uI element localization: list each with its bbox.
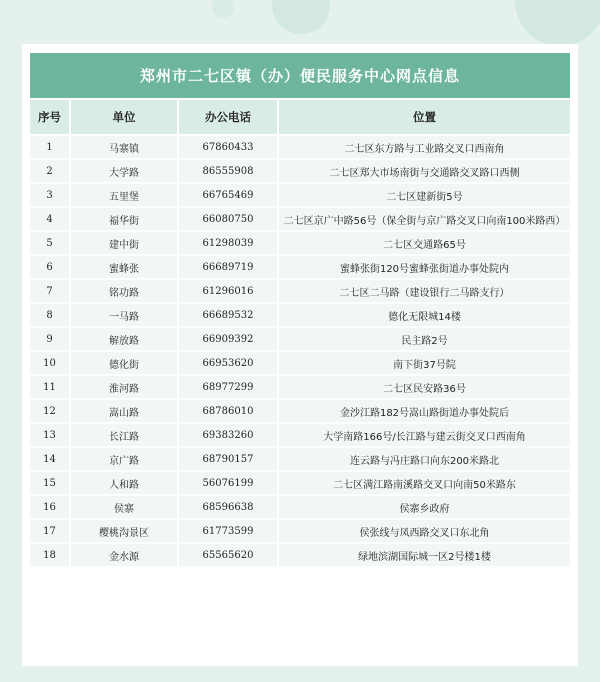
table-body [30, 136, 570, 566]
row-phone: 67860433 [179, 136, 279, 158]
row-unit: 樱桃沟景区 [71, 520, 179, 542]
row-unit: 京广路 [71, 448, 179, 470]
row-location: 二七区交通路65号 [279, 232, 570, 254]
row-phone: 68786010 [179, 400, 279, 422]
row-unit: 长江路 [71, 424, 179, 446]
row-location: 侯寨乡政府 [279, 496, 570, 518]
row-phone: 61773599 [179, 520, 279, 542]
row-location: 二七区东方路与工业路交叉口西南角 [279, 136, 570, 158]
row-location: 侯张线与凤西路交叉口东北角 [279, 520, 570, 542]
table-row [30, 328, 570, 350]
table-row [30, 376, 570, 398]
row-seq: 15 [30, 472, 71, 494]
table-row [30, 232, 570, 254]
row-location: 二七区郑大市场南街与交通路交叉路口西侧 [279, 160, 570, 182]
row-seq: 14 [30, 448, 71, 470]
row-seq: 9 [30, 328, 71, 350]
service-center-table [30, 98, 570, 568]
row-location: 南下街37号院 [279, 352, 570, 374]
row-phone: 66909392 [179, 328, 279, 350]
row-seq: 8 [30, 304, 71, 326]
row-unit: 嵩山路 [71, 400, 179, 422]
row-seq: 2 [30, 160, 71, 182]
row-seq: 12 [30, 400, 71, 422]
row-unit: 福华街 [71, 208, 179, 230]
table-row [30, 280, 570, 302]
table-row [30, 448, 570, 470]
row-seq: 13 [30, 424, 71, 446]
row-seq: 17 [30, 520, 71, 542]
row-unit: 德化街 [71, 352, 179, 374]
header-unit: 单位 [71, 100, 179, 134]
table-row [30, 520, 570, 542]
row-unit: 侯寨 [71, 496, 179, 518]
row-phone: 61298039 [179, 232, 279, 254]
row-unit: 大学路 [71, 160, 179, 182]
row-location: 蜜蜂张街120号蜜蜂张街道办事处院内 [279, 256, 570, 278]
table-row [30, 424, 570, 446]
row-unit: 人和路 [71, 472, 179, 494]
row-phone: 56076199 [179, 472, 279, 494]
row-seq: 10 [30, 352, 71, 374]
row-seq: 6 [30, 256, 71, 278]
table-header-row [30, 100, 570, 134]
table-title: 郑州市二七区镇（办）便民服务中心网点信息 [30, 53, 570, 98]
row-seq: 5 [30, 232, 71, 254]
table-row [30, 472, 570, 494]
row-phone: 65565620 [179, 544, 279, 566]
table-row [30, 496, 570, 518]
table-row [30, 304, 570, 326]
table-row [30, 208, 570, 230]
header-phone: 办公电话 [179, 100, 279, 134]
row-phone: 86555908 [179, 160, 279, 182]
row-unit: 淮河路 [71, 376, 179, 398]
table-row [30, 352, 570, 374]
table-row [30, 160, 570, 182]
row-unit: 五里堡 [71, 184, 179, 206]
header-seq: 序号 [30, 100, 71, 134]
row-phone: 68596638 [179, 496, 279, 518]
row-location: 二七区建新街5号 [279, 184, 570, 206]
decorative-bubble [272, 0, 330, 34]
row-seq: 16 [30, 496, 71, 518]
row-location: 二七区满江路南溪路交叉口向南50米路东 [279, 472, 570, 494]
row-location: 连云路与冯庄路口向东200米路北 [279, 448, 570, 470]
table-row [30, 256, 570, 278]
row-seq: 18 [30, 544, 71, 566]
row-unit: 马寨镇 [71, 136, 179, 158]
row-unit: 铭功路 [71, 280, 179, 302]
row-location: 二七区京广中路56号（保全街与京广路交叉口向南100米路西） [279, 208, 570, 230]
row-location: 德化无限城14楼 [279, 304, 570, 326]
row-location: 二七区二马路（建设银行二马路支行） [279, 280, 570, 302]
table-row [30, 544, 570, 566]
row-location: 绿地滨湖国际城一区2号楼1楼 [279, 544, 570, 566]
decorative-bubble [515, 0, 600, 46]
row-location: 二七区民安路36号 [279, 376, 570, 398]
row-phone: 66953620 [179, 352, 279, 374]
row-unit: 蜜蜂张 [71, 256, 179, 278]
row-phone: 66080750 [179, 208, 279, 230]
row-seq: 1 [30, 136, 71, 158]
row-phone: 61296016 [179, 280, 279, 302]
row-phone: 68790157 [179, 448, 279, 470]
row-location: 民主路2号 [279, 328, 570, 350]
row-unit: 金水源 [71, 544, 179, 566]
header-location: 位置 [279, 100, 570, 134]
table-row [30, 136, 570, 158]
decorative-bubble [212, 0, 234, 18]
row-location: 大学南路166号/长江路与建云街交叉口西南角 [279, 424, 570, 446]
row-phone: 68977299 [179, 376, 279, 398]
row-seq: 4 [30, 208, 71, 230]
row-seq: 7 [30, 280, 71, 302]
row-seq: 11 [30, 376, 71, 398]
table-row [30, 400, 570, 422]
row-seq: 3 [30, 184, 71, 206]
table-row [30, 184, 570, 206]
row-unit: 解放路 [71, 328, 179, 350]
row-phone: 69383260 [179, 424, 279, 446]
row-phone: 66765469 [179, 184, 279, 206]
row-phone: 66689532 [179, 304, 279, 326]
row-phone: 66689719 [179, 256, 279, 278]
row-unit: 建中街 [71, 232, 179, 254]
row-location: 金沙江路182号嵩山路街道办事处院后 [279, 400, 570, 422]
row-unit: 一马路 [71, 304, 179, 326]
